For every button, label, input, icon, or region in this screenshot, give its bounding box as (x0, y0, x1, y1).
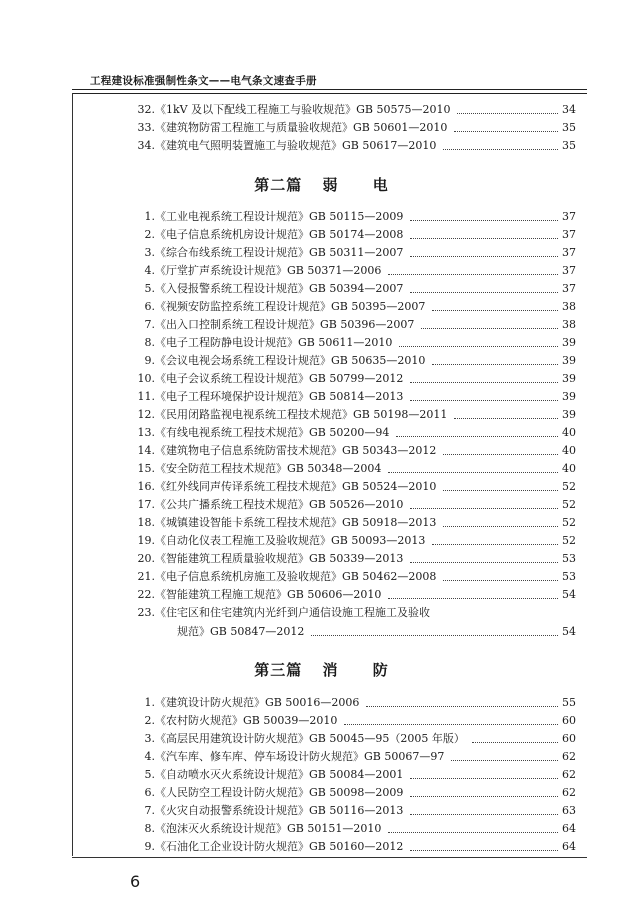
header-rule (72, 89, 587, 94)
toc-entry[interactable]: 21. 《电子信息系统机房施工及验收规范》GB 50462—2008 53 (137, 570, 576, 583)
toc-entry-wrapped-continuation[interactable]: 规范》GB 50847—2012 54 (177, 625, 576, 638)
toc-entry[interactable]: 9. 《石油化工企业设计防火规范》GB 50160—2012 64 (144, 840, 576, 853)
toc-entry[interactable]: 3. 《综合布线系统工程设计规范》GB 50311—2007 37 (144, 246, 576, 259)
toc-entry[interactable]: 14. 《建筑物电子信息系统防雷技术规范》GB 50343—2012 40 (137, 444, 576, 457)
toc-entry[interactable]: 1. 《工业电视系统工程设计规范》GB 50115—2009 37 (144, 210, 576, 223)
toc-entry[interactable]: 1. 《建筑设计防火规范》GB 50016—2006 55 (144, 696, 576, 709)
toc-entry[interactable]: 22. 《智能建筑工程施工规范》GB 50606—2010 54 (137, 588, 576, 601)
part-heading-fire-protection: 第三篇 消 防 (254, 661, 389, 679)
dot-leader (388, 832, 558, 833)
toc-entry[interactable]: 6. 《视频安防监控系统工程设计规范》GB 50395—2007 38 (144, 300, 576, 313)
dot-leader (410, 508, 558, 509)
toc-entry[interactable]: 5. 《自动喷水灭火系统设计规范》GB 50084—2001 62 (144, 768, 576, 781)
toc-entry[interactable]: 2. 《电子信息系统机房设计规范》GB 50174—2008 37 (144, 228, 576, 241)
dot-leader (410, 850, 558, 851)
dot-leader (443, 149, 558, 150)
dot-leader (311, 635, 558, 636)
part-heading-weak-current: 第二篇 弱 电 (254, 176, 389, 194)
dot-leader (410, 814, 558, 815)
dot-leader (443, 526, 558, 527)
toc-entry-wrapped[interactable]: 23. 《住宅区和住宅建筑内光纤到户通信设施工程施工及验收 (137, 606, 430, 619)
dot-leader (410, 220, 558, 221)
toc-entry[interactable]: 8. 《泡沫灭火系统设计规范》GB 50151—2010 64 (144, 822, 576, 835)
dot-leader (432, 310, 558, 311)
toc-entry[interactable]: 13. 《有线电视系统工程技术规范》GB 50200—94 40 (137, 426, 576, 439)
toc-entry[interactable]: 10. 《电子会议系统工程设计规范》GB 50799—2012 39 (137, 372, 576, 385)
dot-leader (410, 778, 558, 779)
dot-leader (388, 598, 558, 599)
dot-leader (432, 544, 558, 545)
dot-leader (410, 400, 558, 401)
toc-entry[interactable]: 7. 《出入口控制系统工程设计规范》GB 50396—2007 38 (144, 318, 576, 331)
toc-entry[interactable]: 18. 《城镇建设智能卡系统工程技术规范》GB 50918—2013 52 (137, 516, 576, 529)
toc-entry[interactable]: 9. 《会议电视会场系统工程设计规范》GB 50635—2010 39 (144, 354, 576, 367)
dot-leader (451, 760, 558, 761)
toc-entry[interactable]: 5. 《入侵报警系统工程设计规范》GB 50394—2007 37 (144, 282, 576, 295)
toc-entry[interactable]: 19. 《自动化仪表工程施工及验收规范》GB 50093—2013 52 (137, 534, 576, 547)
toc-entry[interactable]: 20. 《智能建筑工程质量验收规范》GB 50339—2013 53 (137, 552, 576, 565)
toc-entry[interactable]: 4. 《厅堂扩声系统设计规范》GB 50371—2006 37 (144, 264, 576, 277)
dot-leader (399, 346, 558, 347)
dot-leader (410, 562, 558, 563)
toc-entry[interactable]: 15. 《安全防范工程技术规范》GB 50348—2004 40 (137, 462, 576, 475)
dot-leader (388, 274, 558, 275)
dot-leader (410, 292, 558, 293)
toc-entry[interactable]: 2. 《农村防火规范》GB 50039—2010 60 (144, 714, 576, 727)
toc-entry[interactable]: 4. 《汽车库、修车库、停车场设计防火规范》GB 50067—97 62 (144, 750, 576, 763)
dot-leader (443, 490, 558, 491)
toc-entry[interactable]: 3. 《高层民用建筑设计防火规范》GB 50045—95（2005 年版） 60 (144, 732, 576, 745)
footer-rule (72, 857, 587, 858)
page-number: 6 (130, 872, 141, 891)
toc-entry[interactable]: 11. 《电子工程环境保护设计规范》GB 50814—2013 39 (137, 390, 576, 403)
dot-leader (410, 238, 558, 239)
toc-entry[interactable]: 8. 《电子工程防静电设计规范》GB 50611—2010 39 (144, 336, 576, 349)
dot-leader (366, 706, 558, 707)
dot-leader (344, 724, 558, 725)
dot-leader (388, 472, 558, 473)
toc-entry[interactable]: 32. 《1kV 及以下配线工程施工与验收规范》GB 50575—2010 34 (137, 103, 576, 116)
dot-leader (472, 742, 558, 743)
dot-leader (454, 418, 558, 419)
running-header-title: 工程建设标准强制性条文——电气条文速查手册 (90, 75, 317, 87)
dot-leader (443, 454, 558, 455)
left-margin-rule (72, 93, 73, 856)
dot-leader (432, 364, 558, 365)
toc-entry[interactable]: 17. 《公共广播系统工程技术规范》GB 50526—2010 52 (137, 498, 576, 511)
dot-leader (396, 436, 558, 437)
dot-leader (410, 256, 558, 257)
toc-entry[interactable]: 33. 《建筑物防雷工程施工与质量验收规范》GB 50601—2010 35 (137, 121, 576, 134)
dot-leader (410, 382, 558, 383)
toc-entry[interactable]: 7. 《火灾自动报警系统设计规范》GB 50116—2013 63 (144, 804, 576, 817)
dot-leader (421, 328, 558, 329)
toc-entry[interactable]: 34. 《建筑电气照明装置施工与验收规范》GB 50617—2010 35 (137, 139, 576, 152)
dot-leader (457, 113, 558, 114)
dot-leader (443, 580, 558, 581)
toc-entry[interactable]: 12. 《民用闭路监视电视系统工程技术规范》GB 50198—2011 39 (137, 408, 576, 421)
toc-entry[interactable]: 6. 《人民防空工程设计防火规范》GB 50098—2009 62 (144, 786, 576, 799)
dot-leader (410, 796, 558, 797)
toc-entry[interactable]: 16. 《红外线同声传译系统工程技术规范》GB 50524—2010 52 (137, 480, 576, 493)
dot-leader (454, 131, 558, 132)
